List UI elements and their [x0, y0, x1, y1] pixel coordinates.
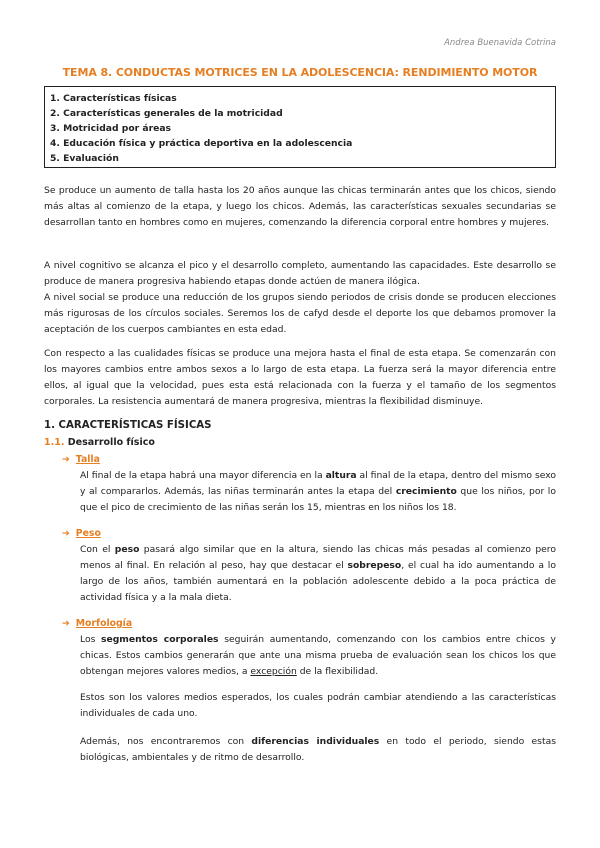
subsection-number: 1.1.: [44, 437, 65, 448]
text-run: , el cual ha ido aumentando a lo largo de los años, también aumentará en la población adolescente debido a la poca práctica de actividad física y a la mala dieta.: [80, 560, 556, 603]
intro-paragraph-2: A nivel cognitivo se alcanza el pico y el desarrollo completo, aumentando las capacidades. Este desarrollo se produce de manera progresiva habiendo etapas donde actúen de manera ilógica.: [44, 260, 556, 287]
text-run: en todo el periodo, siendo estas biológicas, ambientales y de ritmo de desarrollo.: [80, 736, 556, 763]
text-run: al final de la etapa, dentro del mismo sexo y al compararlos. Además, las niñas terminarán antes la etapa del: [80, 470, 557, 497]
toc-item: 3. Motricidad por áreas: [50, 123, 172, 134]
bold-term: altura: [325, 470, 357, 481]
arrow-right-icon: ➔: [62, 528, 70, 539]
topic-label: Peso: [75, 528, 101, 539]
toc-item: 2. Características generales de la motricidad: [50, 108, 283, 119]
intro-paragraph-4: Con respecto a las cualidades físicas se produce una mejora hasta el final de esta etapa. Se comenzarán con los mayores cambios entre ambos sexos a lo largo de esta etapa. La fuerza será la mayor diferencia entre ellos, al igual que la velocidad, pues esta está relacionada con la fuerza y el tamaño de los segmentos corporales. La resistencia aumentará de manera progresiva, mientras la flexibilidad disminuye.: [44, 348, 556, 407]
toc-item: 4. Educación física y práctica deportiva en la adolescencia: [50, 138, 353, 149]
bold-term: segmentos corporales: [101, 634, 219, 645]
topic-heading-morfologia: [62, 618, 132, 629]
toc-item: 1. Características físicas: [50, 93, 177, 104]
text-run: Con el: [80, 544, 115, 555]
text-run: de la flexibilidad.: [296, 666, 379, 677]
text-run: pasará algo similar que en la altura, siendo las chicas más pesadas al comienzo pero menos al final. En relación al peso, hay que destacar el: [80, 544, 557, 571]
topic-heading-talla: [62, 454, 100, 465]
peso-paragraph: [80, 542, 556, 606]
text-run: Además, nos encontraremos con: [80, 736, 252, 747]
topic-heading-peso: [62, 528, 101, 539]
talla-paragraph: [80, 468, 556, 516]
topic-label: Morfología: [75, 618, 133, 629]
subsection-title: Desarrollo físico: [67, 437, 155, 448]
intro-paragraph-1: Se produce un aumento de talla hasta los 20 años aunque las chicas terminarán antes que los chicos, siendo más altas al comienzo de la etapa, y luego los chicos. Además, las características sexuales secundarias se desarrollan tanto en hombres como en mujeres, comenzando la diferencia corporal entre hombres y mujeres.: [44, 185, 556, 228]
bold-term: crecimiento: [395, 486, 457, 497]
author-name: Andrea Buenavida Cotrina: [444, 38, 556, 48]
intro-paragraph-3: A nivel social se produce una reducción de los grupos siendo periodos de crisis donde se producen elecciones más rigurosas de los círculos sociales. Seremos los de cafyd desde el deporte los que debamos promover la aceptación de los cuerpos cambiantes en esta edad.: [44, 292, 556, 335]
arrow-right-icon: ➔: [62, 618, 70, 629]
underlined-term: excepción: [250, 666, 297, 677]
subsection-heading: [44, 437, 155, 448]
morfologia-paragraph-3: [80, 734, 556, 766]
table-of-contents: [44, 86, 556, 168]
morfologia-paragraph-2: Estos son los valores medios esperados, los cuales podrán cambiar atendiendo a las características individuales de cada uno.: [80, 692, 556, 719]
bold-term: diferencias individuales: [251, 736, 380, 747]
section-heading: 1. CARACTERÍSTICAS FÍSICAS: [44, 420, 212, 431]
morfologia-paragraph-1: [80, 632, 556, 680]
toc-item: 5. Evaluación: [50, 153, 119, 164]
text-run: Al final de la etapa habrá una mayor diferencia en la: [80, 470, 326, 481]
text-run: seguirán aumentando, comenzando con los cambios entre chicos y chicas. Estos cambios generarán que ante una misma prueba de evaluación sean los chicos los que obtengan mejores valores medios, a: [80, 634, 556, 677]
text-run: Los: [80, 634, 102, 645]
bold-term: peso: [114, 544, 140, 555]
text-run: que los niños, por lo que el pico de crecimiento de las niñas serán los 15, mientras en los niños los 18.: [80, 486, 556, 513]
topic-label: Talla: [75, 454, 100, 465]
arrow-right-icon: ➔: [62, 454, 70, 465]
page-title: TEMA 8. CONDUCTAS MOTRICES EN LA ADOLESCENCIA: RENDIMIENTO MOTOR: [62, 66, 538, 79]
bold-term: sobrepeso: [347, 560, 402, 571]
